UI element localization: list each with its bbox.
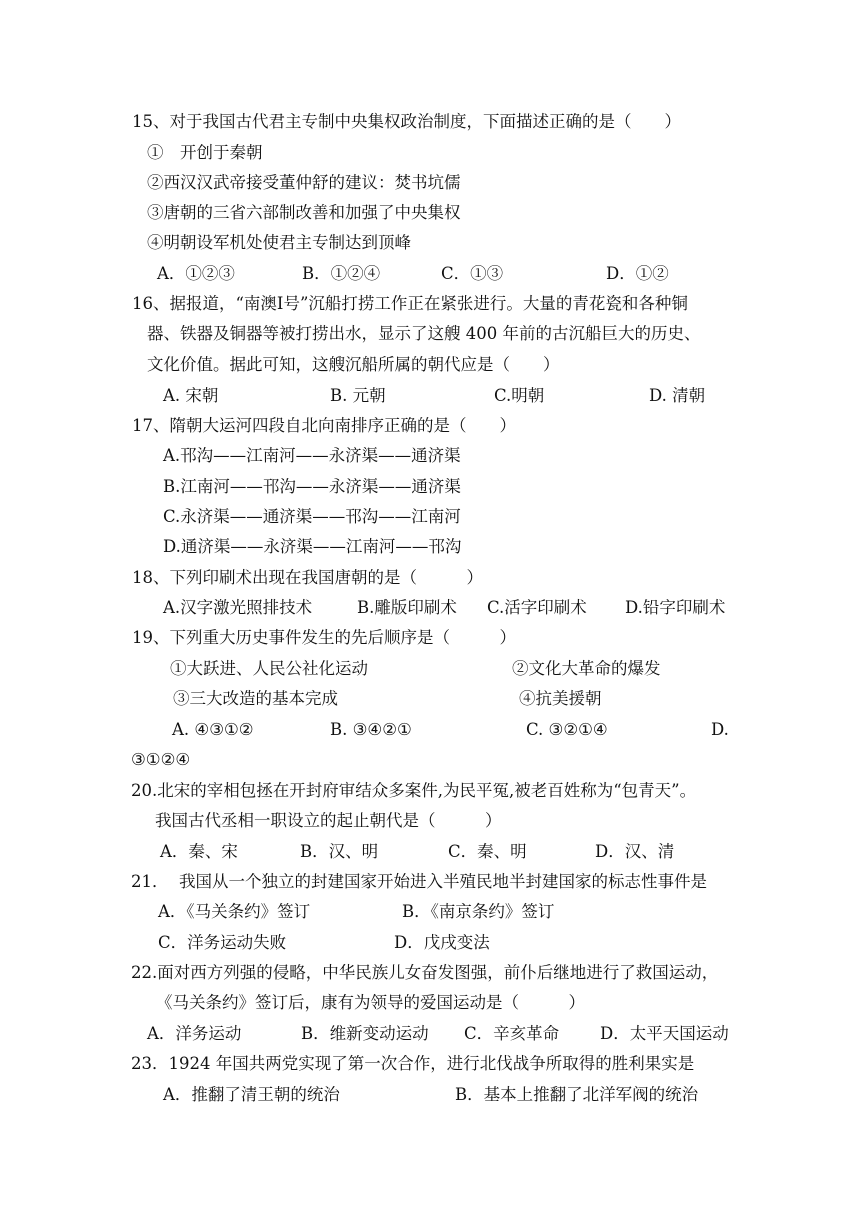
question-19-option-d-wrap: ③①②④ xyxy=(131,750,191,769)
question-17-option-d: D.通济渠——永济渠——江南河——邗沟 xyxy=(163,537,462,556)
question-18-stem: 18、下列印刷术出现在我国唐朝的是（ ） xyxy=(132,568,483,587)
question-20-stem-line-2: 我国古代丞相一职设立的起止朝代是（ ） xyxy=(155,811,502,830)
question-15-statement-3: ③唐朝的三省六部制改善和加强了中央集权 xyxy=(147,203,461,222)
question-18-option-b: B.雕版印刷术 xyxy=(357,598,457,617)
question-19-event-3: ③三大改造的基本完成 xyxy=(173,689,338,708)
question-21-stem: 21． 我国从一个独立的封建国家开始进入半殖民地半封建国家的标志性事件是 xyxy=(131,872,707,891)
question-19-event-4: ④抗美援朝 xyxy=(519,689,602,708)
question-15-statement-2: ②西汉汉武帝接受董仲舒的建议：焚书坑儒 xyxy=(147,173,461,192)
question-20-option-c: C．秦、明 xyxy=(448,842,527,861)
question-22-stem-line-2: 《马关条约》签订后，康有为领导的爱国运动是（ ） xyxy=(156,993,585,1012)
question-19-option-a: A. ④③①② xyxy=(172,720,254,739)
question-16-stem-line-2: 器、铁器及铜器等被打捞出水，显示了这艘 400 年前的古沉船巨大的历史、 xyxy=(147,324,701,343)
question-17-option-c: C.永济渠——通济渠——邗沟——江南河 xyxy=(163,507,461,526)
question-20-option-d: D．汉、清 xyxy=(595,842,675,861)
question-18-option-d: D.铅字印刷术 xyxy=(625,598,726,617)
question-22-option-a: A．洋务运动 xyxy=(147,1024,242,1043)
question-20-stem-line-1: 20.北宋的宰相包拯在开封府审结众多案件,为民平冤,被老百姓称为“包青天”。 xyxy=(131,781,697,800)
question-19-event-1: ①大跃进、人民公社化运动 xyxy=(170,659,368,678)
question-23-option-b: B．基本上推翻了北洋军阀的统治 xyxy=(455,1085,699,1104)
question-22-option-c: C．辛亥革命 xyxy=(464,1024,560,1043)
question-18-option-a: A.汉字激光照排技术 xyxy=(163,598,313,617)
question-15-stem: 15、对于我国古代君主专制中央集权政治制度，下面描述正确的是（ ） xyxy=(132,112,681,131)
question-17-option-b: B.江南河——邗沟——永济渠——通济渠 xyxy=(163,477,461,496)
question-21-option-c: C．洋务运动失败 xyxy=(158,933,287,952)
question-19-event-2: ②文化大革命的爆发 xyxy=(512,659,661,678)
question-16-stem-line-1: 16、据报道，“南澳Ⅰ号”沉船打捞工作正在紧张进行。大量的青花瓷和各种铜 xyxy=(132,294,688,313)
question-20-option-b: B．汉、明 xyxy=(300,842,379,861)
question-20-option-a: A．秦、宋 xyxy=(160,842,238,861)
question-16-option-c: C.明朝 xyxy=(494,386,545,405)
question-23-stem: 23．1924 年国共两党实现了第一次合作，进行北伐战争所取得的胜利果实是 xyxy=(131,1054,695,1073)
question-15-statement-1: ① 开创于秦朝 xyxy=(147,143,263,162)
question-16-option-d: D. 清朝 xyxy=(649,386,706,405)
question-19-stem: 19、下列重大历史事件发生的先后顺序是（ ） xyxy=(132,628,516,647)
question-17-option-a: A.邗沟——江南河——永济渠——通济渠 xyxy=(163,446,461,465)
question-15-statement-4: ④明朝设军机处使君主专制达到顶峰 xyxy=(147,233,411,252)
question-18-option-c: C.活字印刷术 xyxy=(487,598,587,617)
question-21-option-a: A．《马关条约》签订 xyxy=(158,902,311,921)
question-19-option-b: B. ③④②① xyxy=(330,720,412,739)
question-16-option-b: B. 元朝 xyxy=(330,386,386,405)
question-23-option-a: A．推翻了清王朝的统治 xyxy=(163,1085,340,1104)
question-15-option-b: B．①②④ xyxy=(302,264,381,283)
question-15-option-d: D．①② xyxy=(606,264,669,283)
question-22-option-d: D．太平天国运动 xyxy=(600,1024,729,1043)
question-21-option-d: D．戊戌变法 xyxy=(394,933,490,952)
question-16-stem-line-3: 文化价值。据此可知，这艘沉船所属的朝代应是（ ） xyxy=(147,355,560,374)
question-21-option-b: B．《南京条约》签订 xyxy=(402,902,555,921)
question-16-option-a: A. 宋朝 xyxy=(163,386,219,405)
question-17-stem: 17、隋朝大运河四段自北向南排序正确的是（ ） xyxy=(132,416,516,435)
question-19-option-d: D. xyxy=(711,720,729,739)
question-22-stem-line-1: 22.面对西方列强的侵略，中华民族儿女奋发图强，前仆后继地进行了救国运动， xyxy=(131,963,719,982)
question-15-option-c: C．①③ xyxy=(441,264,504,283)
question-19-option-c: C. ③②①④ xyxy=(526,720,608,739)
question-22-option-b: B．维新变动运动 xyxy=(301,1024,429,1043)
question-15-option-a: A．①②③ xyxy=(157,264,235,283)
